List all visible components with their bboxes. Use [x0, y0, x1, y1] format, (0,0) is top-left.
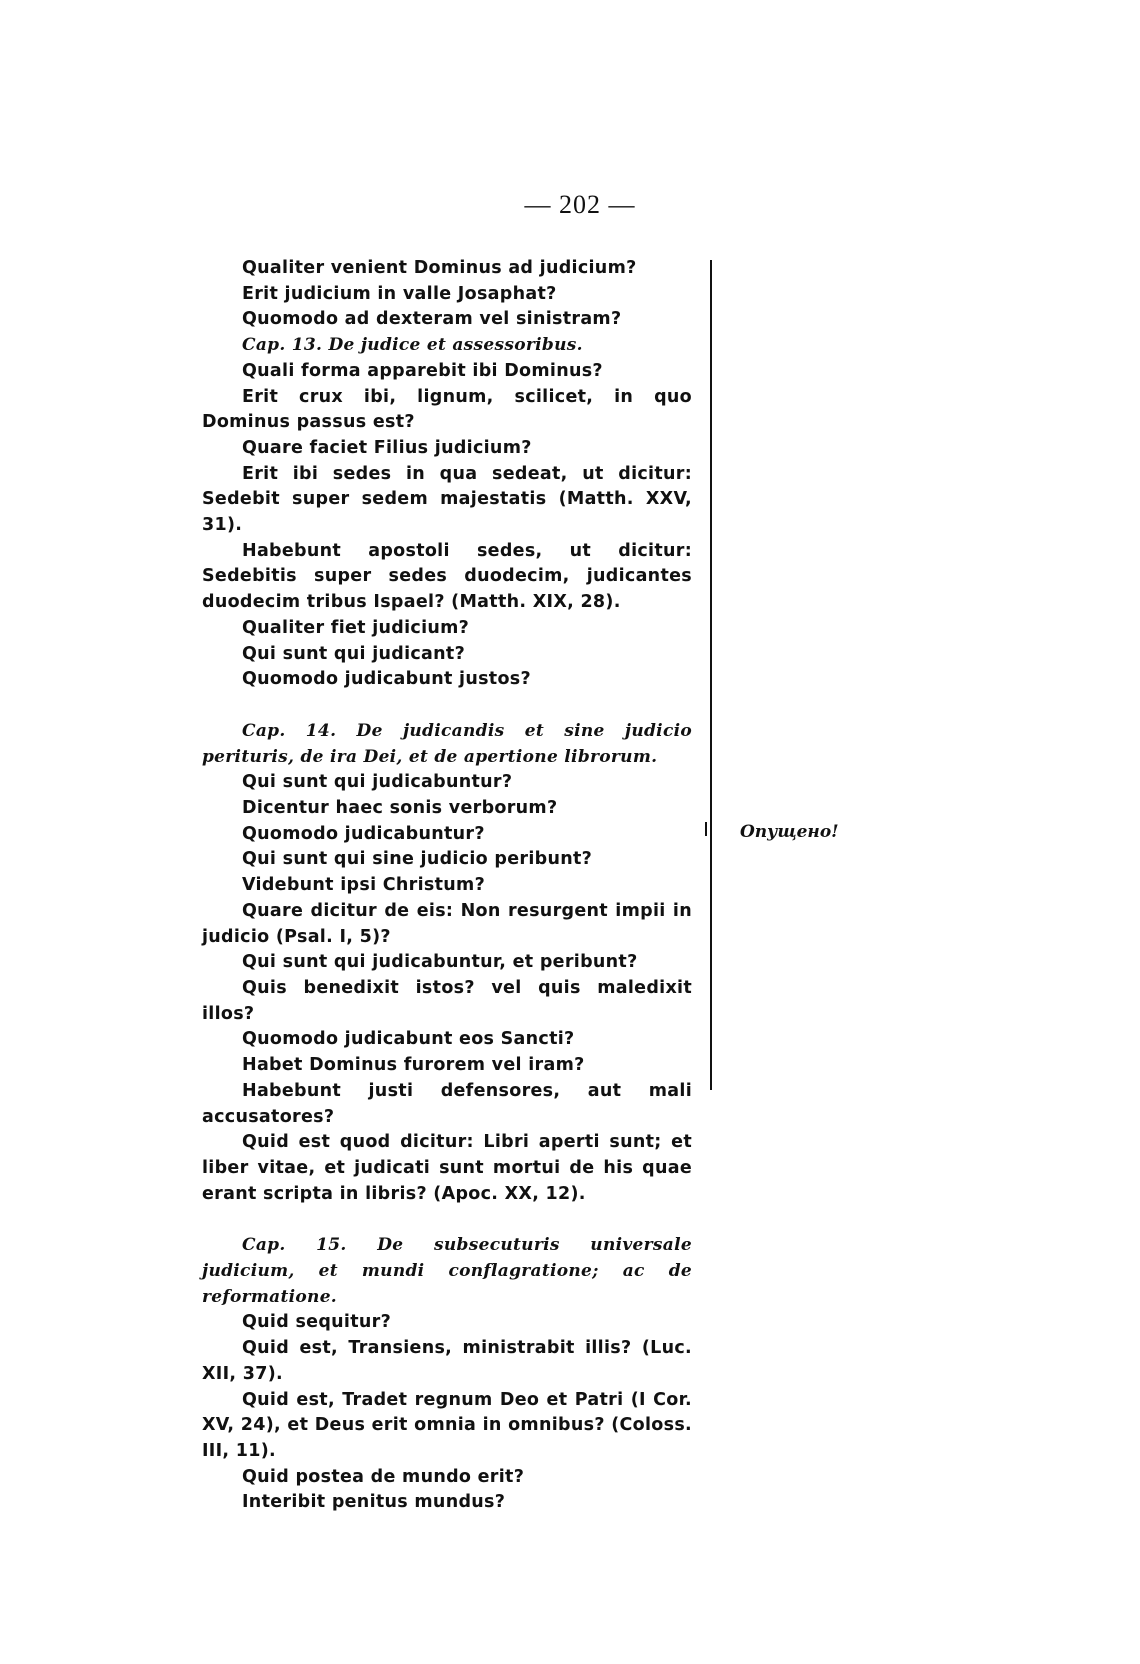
question-line: Erit judicium in valle Josaphat?: [242, 283, 557, 304]
chapter-heading: Cap. 15. De subsecuturis universale judicium, et mundi conflagratione; ac de reformatione.: [202, 1235, 692, 1307]
bracket-notch: [705, 822, 719, 836]
paragraph-gap: [202, 1207, 692, 1233]
question-line: Qui sunt qui sine judicio peribunt?: [242, 849, 593, 870]
question-line: Quare faciet Filius judicium?: [242, 437, 532, 458]
question-line: Qui sunt qui judicabuntur?: [242, 772, 513, 793]
question-line: Quis benedixit istos? vel quis maledixit illos?: [202, 977, 692, 1024]
question-line: Quomodo judicabunt eos Sancti?: [242, 1029, 575, 1050]
page-number: — 202 —: [524, 190, 636, 219]
chapter-heading: Cap. 13. De judice et assessoribus.: [242, 335, 583, 356]
question-line: Videbunt ipsi Christum?: [242, 875, 486, 896]
question-line: Quid est, Transiens, ministrabit illis? (Luc. XII, 37).: [202, 1338, 692, 1384]
chapter-heading: Cap. 14. De judicandis et sine judicio perituris, de ira Dei, et de apertione librorum.: [202, 720, 692, 767]
question-line: Habet Dominus furorem vel iram?: [242, 1055, 585, 1076]
question-line: Quomodo judicabunt justos?: [242, 669, 531, 690]
omission-bracket: [700, 260, 712, 1090]
question-line: Quid est, Tradet regnum Deo et Patri (I Cor. XV, 24), et Deus erit omnia in omnibus? (Coloss. III, 11).: [202, 1389, 692, 1461]
paragraph-gap: [202, 693, 692, 719]
text-block: [202, 256, 692, 1516]
question-line: Quomodo ad dexteram vel sinistram?: [242, 309, 622, 330]
question-line: Quomodo judicabuntur?: [242, 823, 485, 844]
question-line: Quid est quod dicitur: Libri aperti sunt; et liber vitae, et judicati sunt mortui de his quae erant scripta in libris? (Apoc. XX, 12).: [202, 1132, 692, 1204]
question-line: Qui sunt qui judicant?: [242, 643, 466, 664]
question-line: Interibit penitus mundus?: [242, 1492, 506, 1513]
question-line: Quali forma apparebit ibi Dominus?: [242, 360, 603, 381]
question-line: Quid postea de mundo erit?: [242, 1466, 525, 1487]
question-line: Qualiter fiet judicium?: [242, 617, 470, 638]
margin-note: Опущено!: [740, 822, 839, 842]
question-line: Qualiter venient Dominus ad judicium?: [242, 258, 637, 278]
question-line: Quare dicitur de eis: Non resurgent impii in judicio (Psal. I, 5)?: [202, 900, 692, 947]
question-line: Erit ibi sedes in qua sedeat, ut dicitur: Sedebit super sedem majestatis (Matth. XXV, 31).: [202, 463, 692, 536]
question-line: Habebunt justi defensores, aut mali accusatores?: [202, 1080, 692, 1127]
question-line: Quid sequitur?: [242, 1312, 392, 1333]
question-line: Habebunt apostoli sedes, ut dicitur: Sedebitis super sedes duodecim, judicantes duodecim tribus Ispael? (Matth. XIX, 28).: [202, 540, 692, 613]
question-line: Erit crux ibi, lignum, scilicet, in quo Dominus passus est?: [202, 386, 692, 433]
question-line: Qui sunt qui judicabuntur, et peribunt?: [242, 952, 638, 973]
question-line: Dicentur haec sonis verborum?: [242, 798, 558, 819]
